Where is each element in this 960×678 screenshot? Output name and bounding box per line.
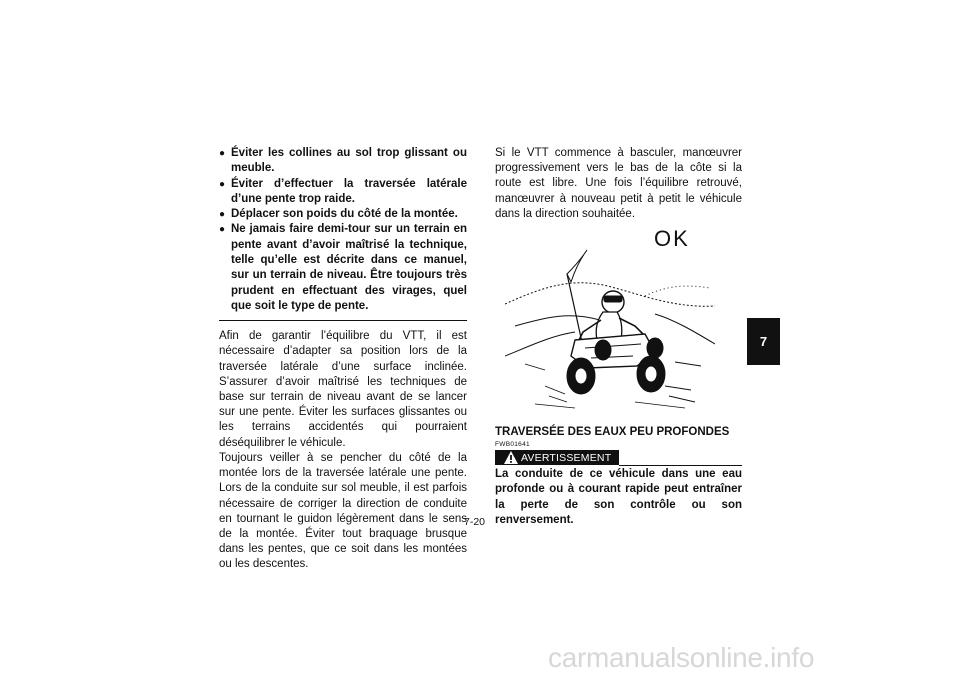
bullet-item: ● Ne jamais faire demi-tour sur un terrain en pente avant d’avoir maîtrisé la technique, telle qu’elle est décrite dans ce manuel, sur un terrain de niveau. Être toujours très prudent en effectuant des virages, quel que soit le type de pente.	[219, 223, 467, 312]
section-title: TRAVERSÉE DES EAUX PEU PROFONDES	[495, 426, 730, 438]
warning-label: AVERTISSEMENT	[521, 451, 612, 464]
page-number: 7-20	[464, 516, 486, 528]
watermark: carmanualsonline.info	[548, 642, 815, 673]
warning-header	[495, 450, 742, 466]
warning-rule	[619, 465, 742, 466]
section-divider	[219, 320, 467, 321]
body-paragraph: Afin de garantir l’équilibre du VTT, il est nécessaire d’adapter sa position lors de la traversée latérale d’une surface inclinée. S’assurer d’avoir maîtrisé les techniques de base sur terrain de niveau avant de se lancer sur une pente. Éviter les surfaces glissantes ou les terrains accidentés qui pourraient déséquilibrer le véhicule.	[219, 330, 467, 449]
warning-body: La conduite de ce véhicule dans une eau profonde ou à courant rapide peut entraîner la perte de son contrôle ou son renversement.	[495, 468, 742, 526]
left-column	[219, 146, 467, 573]
bullet-dot-icon: ●	[219, 224, 226, 236]
warning-badge	[495, 450, 619, 465]
bullet-dot-icon: ●	[219, 209, 226, 221]
body-paragraph: Toujours veiller à se pencher du côté de la montée lors de la traversée latérale une pente. Lors de la conduite sur sol meuble, il est parfois nécessaire de corriger la direction de conduite en tournant le guidon légèrement dans le sens de la montée. Éviter tout braquage brusque dans les pentes, que ce soit dans les montées ou les descentes.	[219, 451, 467, 571]
chapter-tab: 7	[747, 318, 780, 365]
safety-bullet-list	[219, 146, 467, 314]
bullet-dot-icon: ●	[219, 178, 226, 190]
illustration-ok-label: OK	[654, 226, 690, 251]
bullet-item: ● Éviter d’effectuer la traversée latérale d’une pente trop raide.	[219, 177, 467, 205]
body-paragraph: Si le VTT commence à basculer, manœuvrer progressivement vers le bas de la côte si la route est libre. Une fois l’équilibre retrouvé, manœuvrer à nouveau petit à petit le véhicule dans la direction souhaitée.	[495, 147, 742, 220]
atv-slope-illustration	[505, 236, 715, 416]
bullet-item: ● Déplacer son poids du côté de la montée.	[219, 207, 467, 222]
warning-triangle-icon	[503, 450, 519, 465]
bullet-item: ● Éviter les collines au sol trop glissant ou meuble.	[219, 147, 467, 175]
reference-code: FWB01641	[495, 441, 530, 448]
bullet-dot-icon: ●	[219, 148, 226, 159]
right-column	[495, 146, 742, 222]
